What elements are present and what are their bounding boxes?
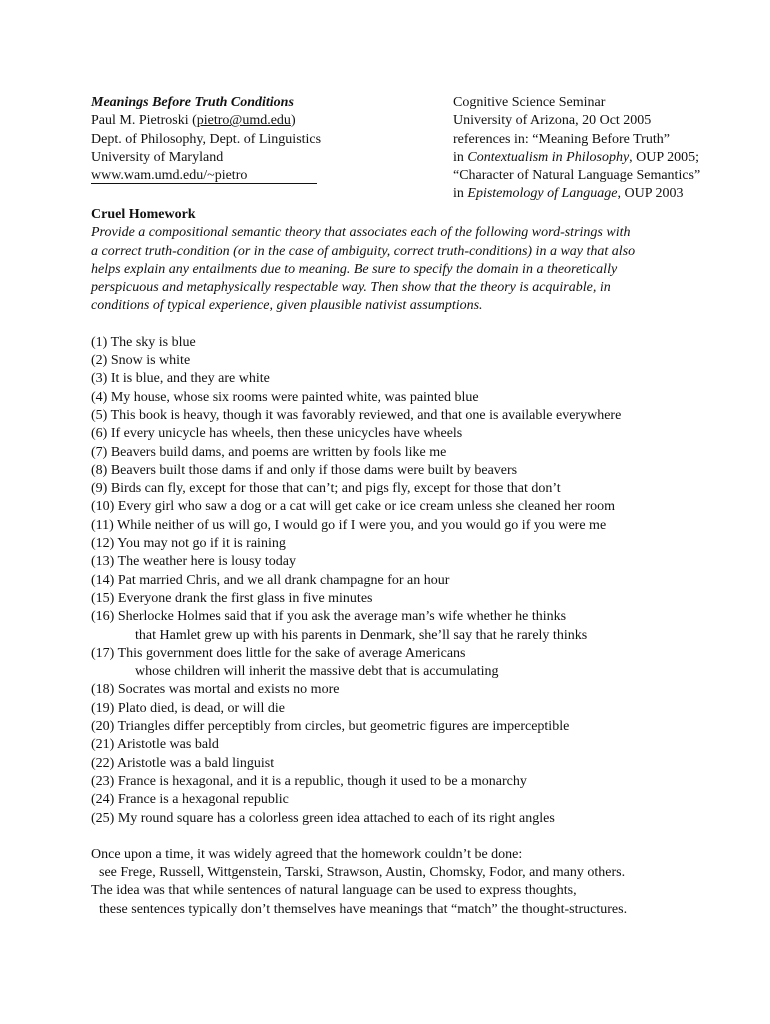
- reference-1-prefix: in: [453, 149, 468, 165]
- reference-1: [453, 149, 713, 167]
- sentence-item: (3) It is blue, and they are white: [91, 371, 270, 387]
- sentence-item: (9) Birds can fly, except for those that can’t; and pigs fly, except for those that don’t: [91, 481, 561, 497]
- reference-2: [453, 185, 713, 203]
- reference-1-book: Contextualism in Philosophy: [467, 149, 630, 165]
- website-line: [91, 167, 441, 185]
- homework-line: a correct truth-condition (or in the case of ambiguity, correct truth-conditions) in a way that also: [91, 243, 636, 259]
- author-suffix: ): [290, 113, 296, 129]
- sentence-item: (8) Beavers built those dams if and only if those dams were built by beavers: [91, 462, 518, 478]
- website-link[interactable]: www.wam.umd.edu/~pietro: [91, 168, 317, 184]
- sentence-item: (23) France is hexagonal, and it is a republic, though it used to be a monarchy: [91, 773, 527, 789]
- sentence-item: (17) This government does little for the sake of average Americans: [91, 645, 466, 661]
- handout-title: Meanings Before Truth Conditions: [91, 95, 294, 110]
- department: Dept. of Philosophy, Dept. of Linguistics: [91, 131, 322, 147]
- closing-line-3: The idea was that while sentences of natural language can be used to express thoughts,: [91, 883, 577, 899]
- author-name: Paul M. Pietroski (: [91, 113, 197, 129]
- document-page: [91, 94, 701, 919]
- author-block: [91, 94, 441, 185]
- reference-2-suffix: , OUP 2003: [617, 186, 684, 202]
- sentence-item: (19) Plato died, is dead, or will die: [91, 700, 286, 716]
- sentence-item: (16) Sherlocke Holmes said that if you ask the average man’s wife whether he thinks: [91, 609, 567, 625]
- sentence-item: (7) Beavers build dams, and poems are written by fools like me: [91, 444, 447, 460]
- sentence-item: (25) My round square has a colorless green idea attached to each of its right angles: [91, 810, 555, 826]
- sentence-item: (10) Every girl who saw a dog or a cat will get cake or ice cream unless she cleaned her room: [91, 499, 616, 515]
- event-block: [453, 94, 713, 204]
- sentence-item: (12) You may not go if it is raining: [91, 536, 286, 552]
- sentence-item: (2) Snow is white: [91, 353, 191, 369]
- sentence-item: (13) The weather here is lousy today: [91, 554, 297, 570]
- sentence-item: (5) This book is heavy, though it was favorably reviewed, and that one is available everywhere: [91, 407, 622, 423]
- reference-2-title: “Character of Natural Language Semantics”: [453, 168, 701, 184]
- sentence-item: (24) France is a hexagonal republic: [91, 792, 289, 808]
- reference-2-book: Epistemology of Language: [467, 186, 618, 202]
- homework-line: Provide a compositional semantic theory that associates each of the following word-strings with: [91, 225, 631, 241]
- sentence-item: (22) Aristotle was a bald linguist: [91, 755, 275, 771]
- closing-line-1: Once upon a time, it was widely agreed that the homework couldn’t be done:: [91, 846, 523, 862]
- closing-line-2: see Frege, Russell, Wittgenstein, Tarski, Strawson, Austin, Chomsky, Fodor, and many others.: [99, 865, 626, 881]
- document-header: [91, 94, 701, 206]
- sentence-item: (4) My house, whose six rooms were painted white, was painted blue: [91, 389, 479, 405]
- sentence-item: (6) If every unicycle has wheels, then these unicycles have wheels: [91, 426, 463, 442]
- homework-instructions: [91, 224, 691, 315]
- homework-line: perspicuous and metaphysically respectable way. Then show that the theory is acquirable, in: [91, 280, 611, 296]
- sentence-item: (15) Everyone drank the first glass in five minutes: [91, 590, 373, 606]
- sentence-item: (1) The sky is blue: [91, 334, 196, 350]
- author-line: [91, 112, 441, 130]
- closing-paragraph: [91, 846, 691, 919]
- sentence-continuation: that Hamlet grew up with his parents in Denmark, she’ll say that he rarely thinks: [135, 627, 588, 643]
- references-intro: references in: “Meaning Before Truth”: [453, 131, 670, 147]
- email-link[interactable]: pietro@umd.edu: [196, 113, 291, 129]
- seminar-name: Cognitive Science Seminar: [453, 95, 606, 110]
- homework-line: helps explain any entailments due to meaning. Be sure to specify the domain in a theoretically: [91, 261, 618, 277]
- homework-title: Cruel Homework: [91, 207, 196, 222]
- homework-line: conditions of typical experience, given plausible nativist assumptions.: [91, 298, 483, 314]
- sentence-list: [91, 334, 691, 828]
- sentence-item: (20) Triangles differ perceptibly from circles, but geometric figures are imperceptible: [91, 719, 570, 735]
- sentence-item: (14) Pat married Chris, and we all drank champagne for an hour: [91, 572, 450, 588]
- location-date: University of Arizona, 20 Oct 2005: [453, 113, 652, 129]
- closing-line-4: these sentences typically don’t themselves have meanings that “match” the thought-structures.: [99, 901, 628, 917]
- reference-2-prefix: in: [453, 186, 468, 202]
- reference-1-suffix: , OUP 2005;: [629, 149, 700, 165]
- sentence-item: (18) Socrates was mortal and exists no more: [91, 682, 340, 698]
- sentence-item: (11) While neither of us will go, I would go if I were you, and you would go if you were me: [91, 517, 607, 533]
- sentence-continuation: whose children will inherit the massive debt that is accumulating: [135, 664, 499, 680]
- sentence-item: (21) Aristotle was bald: [91, 737, 219, 753]
- university: University of Maryland: [91, 149, 224, 165]
